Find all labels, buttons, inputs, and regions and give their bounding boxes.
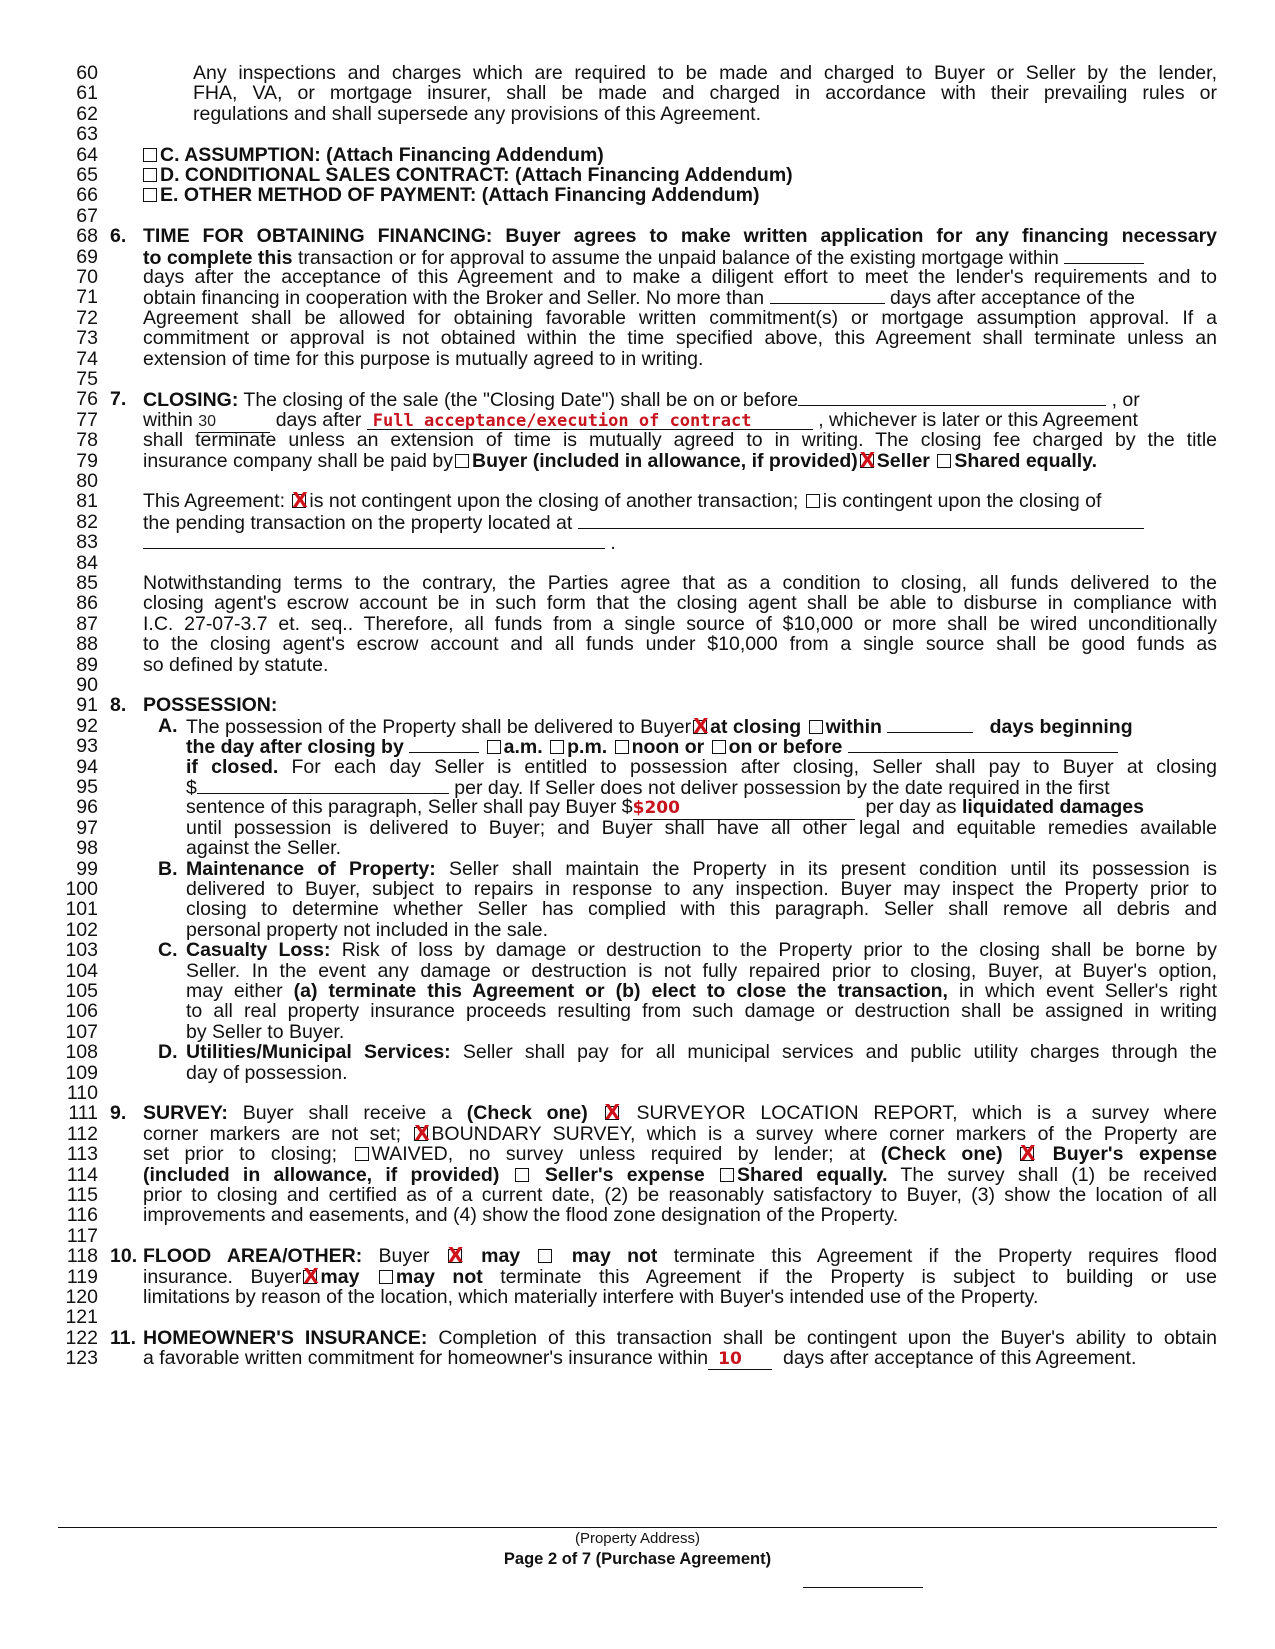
possession-within-label: within <box>825 715 882 738</box>
surveyor-report-checkbox[interactable] <box>605 1106 619 1120</box>
survey-text: corner markers are not set; <box>143 1123 402 1145</box>
page-number-label: Page 2 of 7 (Purchase Agreement) <box>503 1550 772 1568</box>
possession-text: sentence of this paragraph, Seller shall pay Buyer $ <box>186 797 633 819</box>
possession-at-closing-label: at closing <box>710 715 802 738</box>
closing-fee-seller-label: Seller <box>876 450 930 472</box>
funds-text: Notwithstanding terms to the contrary, the Parties agree that as a condition to closing, all funds delivered to the <box>143 573 1217 594</box>
use-limit-may-not-checkbox[interactable] <box>379 1270 393 1284</box>
line-number: 107 <box>65 1020 98 1043</box>
flood-text: terminate this Agreement if the Property requires flood <box>673 1246 1217 1268</box>
line-number: 110 <box>66 1082 98 1104</box>
line-88 <box>0 634 1275 655</box>
line-number: 65 <box>76 164 98 186</box>
line-87 <box>0 614 1275 635</box>
line-60 <box>0 63 1275 84</box>
insurance-text: Completion of this transaction shall be contingent upon the Buyer's ability to obtain <box>438 1327 1217 1349</box>
casualty-text: by Seller to Buyer. <box>186 1021 345 1043</box>
line-94 <box>0 757 1275 778</box>
line-65 <box>0 165 1275 186</box>
survey-text: Buyer shall receive a <box>242 1103 452 1125</box>
financing-heading: TIME FOR OBTAINING FINANCING: Buyer agrees to make written application for any financing necessary <box>143 226 1217 248</box>
contingency-text: . <box>610 532 616 555</box>
line-number: 96 <box>76 796 98 819</box>
closing-text: , or <box>1111 389 1140 412</box>
closing-days-value: 30 <box>198 412 217 430</box>
am-label: a.m. <box>503 736 543 759</box>
other-payment-checkbox[interactable] <box>143 188 157 202</box>
line-105 <box>0 981 1275 1002</box>
line-number: 100 <box>65 878 98 900</box>
survey-text: The survey shall (1) be received <box>900 1164 1217 1186</box>
closing-date-field[interactable] <box>798 389 1106 406</box>
boundary-survey-label: BOUNDARY SURVEY, which is a survey where corner markers of the Property are <box>431 1123 1217 1145</box>
flood-text: insurance. Buyer <box>143 1266 302 1288</box>
line-67 <box>0 206 1275 227</box>
section-number: 11. <box>110 1326 137 1349</box>
line-123 <box>0 1348 1275 1369</box>
line-number: 115 <box>66 1184 98 1206</box>
line-110 <box>0 1083 1275 1104</box>
survey-buyer-expense-label: Buyer's expense <box>1052 1144 1217 1166</box>
conditional-sales-label: D. CONDITIONAL SALES CONTRACT: (Attach Financing Addendum) <box>160 165 793 186</box>
section-number: 6. <box>110 225 127 248</box>
possession-text: per day. If Seller does not deliver possession by the date required in the first <box>454 777 1110 799</box>
noon-label: noon <box>631 736 680 759</box>
line-101 <box>0 899 1275 920</box>
line-number: 120 <box>65 1286 98 1308</box>
line-73 <box>0 328 1275 349</box>
survey-shared-label: Shared equally. <box>737 1164 888 1186</box>
line-number: 122 <box>65 1326 98 1349</box>
assumption-checkbox[interactable] <box>143 148 157 162</box>
line-number: 85 <box>76 572 98 594</box>
assumption-label: C. ASSUMPTION: (Attach Financing Addendum) <box>160 144 604 166</box>
line-69 <box>0 247 1275 268</box>
mortgage-days-field[interactable] <box>1064 247 1144 264</box>
possession-text: For each day Seller is entitled to possession after closing, Seller shall pay to Buyer at closing <box>291 756 1217 778</box>
financing-text: extension of time for this purpose is mutually agreed to in writing. <box>143 348 704 370</box>
line-number: 123 <box>65 1347 98 1370</box>
pending-property-field-2[interactable] <box>143 532 605 549</box>
closing-text: The closing of the sale (the "Closing Date") shall be on or before <box>243 389 799 412</box>
financing-text: days after the acceptance of this Agreement and to make a diligent effort to meet the lender's requirements and to <box>143 267 1217 288</box>
line-102 <box>0 920 1275 941</box>
insurance-text: a favorable written commitment for homeowner's insurance within <box>143 1348 709 1370</box>
subsection-label: C. <box>158 940 178 962</box>
line-63 <box>0 124 1275 145</box>
line-number: 69 <box>76 245 98 268</box>
line-98 <box>0 838 1275 859</box>
line-number: 98 <box>76 837 98 860</box>
flood-text: limitations by reason of the location, which materially interfere with Buyer's intended use of the Property. <box>143 1287 1039 1308</box>
maintenance-text: personal property not included in the sale. <box>186 919 549 941</box>
line-70 <box>0 267 1275 288</box>
closing-fee-buyer-label: Buyer (included in allowance, if provided) <box>472 450 858 472</box>
possession-text-bold: days beginning <box>989 715 1133 738</box>
line-number: 72 <box>76 306 98 329</box>
line-90 <box>0 675 1275 696</box>
surveyor-report-label: SURVEYOR LOCATION REPORT, which is a survey where <box>636 1103 1217 1125</box>
contingent-label: is contingent upon the closing of <box>822 491 1102 513</box>
line-number: 92 <box>76 714 98 737</box>
line-number: 90 <box>76 674 98 696</box>
line-74 <box>0 349 1275 370</box>
survey-text: improvements and easements, and (4) show the flood zone designation of the Property. <box>143 1205 899 1227</box>
closing-fee-shared-label: Shared equally. <box>954 450 1098 472</box>
boundary-survey-checkbox[interactable] <box>414 1127 428 1141</box>
line-78 <box>0 430 1275 451</box>
casualty-text: in which event Seller's right <box>959 981 1217 1002</box>
possession-time-field[interactable] <box>409 736 479 753</box>
per-day-amount-field[interactable] <box>197 777 449 794</box>
line-number: 86 <box>76 592 98 615</box>
line-95 <box>0 777 1275 798</box>
line-80 <box>0 471 1275 492</box>
line-number: 83 <box>76 531 98 554</box>
footer-divider <box>58 1527 1217 1528</box>
line-107 <box>0 1022 1275 1043</box>
survey-text-bold: (Check one) <box>466 1103 588 1125</box>
section-number: 8. <box>110 694 127 717</box>
line-number: 121 <box>65 1306 98 1329</box>
casualty-text: Seller. In the event any damage or destruction is not fully repaired prior to closing, Buyer, at Buyer's option, <box>186 960 1217 982</box>
not-contingent-label: is not contingent upon the closing of another transaction; <box>309 491 799 513</box>
line-99 <box>0 859 1275 880</box>
survey-text: prior to closing and certified as of a current date, (2) be reasonably satisfactory to Buyer, (3) show the location of all <box>143 1185 1217 1206</box>
closing-fee-shared-checkbox[interactable] <box>937 454 951 468</box>
subsection-label: A. <box>158 715 178 737</box>
possession-text: against the Seller. <box>186 838 342 860</box>
line-68 <box>0 226 1275 247</box>
pm-checkbox[interactable] <box>550 740 564 754</box>
casualty-text: to all real property insurance proceeds resulting from such damage or destruction shall be assigned in writing <box>186 1001 1217 1023</box>
line-number: 93 <box>76 735 98 758</box>
line-number: 104 <box>65 959 98 982</box>
line-119 <box>0 1267 1275 1288</box>
line-106 <box>0 1001 1275 1022</box>
inspection-text: regulations and shall supersede any provisions of this Agreement. <box>193 103 762 125</box>
or-label: or <box>684 736 705 759</box>
line-96 <box>0 797 1275 818</box>
line-66 <box>0 185 1275 206</box>
possession-text-bold: liquidated damages <box>961 797 1144 819</box>
line-number: 97 <box>76 816 98 839</box>
line-number: 95 <box>76 776 98 798</box>
contingency-text: This Agreement: <box>143 491 285 513</box>
insurance-days-value: 10 <box>718 1349 742 1370</box>
line-number: 102 <box>65 918 98 941</box>
line-number: 119 <box>66 1265 98 1288</box>
line-76 <box>0 389 1275 410</box>
line-number: 94 <box>76 755 98 778</box>
line-81 <box>0 491 1275 512</box>
line-number: 89 <box>76 653 98 676</box>
flood-text: Buyer <box>378 1246 430 1268</box>
casualty-heading: Casualty Loss: <box>186 940 331 962</box>
survey-seller-expense-checkbox[interactable] <box>515 1168 529 1182</box>
line-113 <box>0 1144 1275 1165</box>
line-number: 88 <box>76 633 98 656</box>
line-number: 66 <box>76 184 98 207</box>
survey-buyer-expense-checkbox[interactable] <box>1020 1147 1034 1161</box>
possession-date-field[interactable] <box>848 736 1118 753</box>
line-number: 114 <box>66 1163 98 1186</box>
line-number: 112 <box>66 1122 98 1145</box>
subsection-label: D. <box>158 1042 178 1064</box>
insurance-heading: HOMEOWNER'S INSURANCE: <box>143 1327 428 1349</box>
survey-heading: SURVEY: <box>143 1103 228 1125</box>
inspection-text: Any inspections and charges which are required to be made and charged to Buyer or Seller by the lender, <box>193 63 1217 84</box>
contingency-text: the pending transaction on the property located at <box>143 511 573 534</box>
funds-text: closing agent's escrow account be in such form that the closing agent shall be able to disburse in compliance with <box>143 593 1217 615</box>
line-121 <box>0 1307 1275 1328</box>
line-85 <box>0 573 1275 594</box>
not-contingent-checkbox[interactable] <box>292 494 306 508</box>
line-number: 108 <box>65 1041 98 1064</box>
insurance-days-field[interactable] <box>708 1349 772 1370</box>
line-115 <box>0 1185 1275 1206</box>
line-93 <box>0 736 1275 757</box>
line-number: 113 <box>66 1143 98 1166</box>
line-104 <box>0 961 1275 982</box>
line-84 <box>0 553 1275 574</box>
line-number: 78 <box>76 429 98 452</box>
line-number: 99 <box>76 857 98 880</box>
closing-text: shall terminate unless an extension of time is mutually agreed to in writing. The closing fee charged by the title <box>143 430 1217 452</box>
survey-text: set prior to closing; <box>143 1144 337 1166</box>
line-number: 117 <box>66 1224 98 1247</box>
closing-text: , whichever is later or this Agreement <box>818 409 1138 431</box>
line-91 <box>0 695 1275 716</box>
closing-text: days after <box>275 409 362 431</box>
line-86 <box>0 593 1275 614</box>
commitment-days-field[interactable] <box>770 287 885 304</box>
use-limit-may-not-label: may not <box>395 1266 483 1288</box>
line-75 <box>0 369 1275 390</box>
closing-after-value: Full acceptance/execution of contract <box>372 410 752 431</box>
closing-fee-buyer-checkbox[interactable] <box>455 454 469 468</box>
flood-may-not-checkbox[interactable] <box>538 1249 552 1263</box>
line-number: 105 <box>65 980 98 1002</box>
on-or-before-checkbox[interactable] <box>712 740 726 754</box>
maintenance-heading: Maintenance of Property: <box>186 858 436 880</box>
flood-may-checkbox[interactable] <box>448 1249 462 1263</box>
possession-text-bold: the day after closing by <box>186 736 404 759</box>
line-62 <box>0 104 1275 125</box>
possession-text: The possession of the Property shall be delivered to Buyer <box>186 715 692 738</box>
line-number: 91 <box>76 694 98 717</box>
line-109 <box>0 1063 1275 1084</box>
line-61 <box>0 83 1275 104</box>
closing-fee-seller-checkbox[interactable] <box>860 454 874 468</box>
line-83 <box>0 532 1275 553</box>
line-number: 61 <box>76 82 98 105</box>
am-checkbox[interactable] <box>487 740 501 754</box>
section-number: 9. <box>110 1102 127 1125</box>
line-100 <box>0 879 1275 900</box>
closing-after-field[interactable] <box>367 412 813 430</box>
insurance-text: days after acceptance of this Agreement. <box>782 1348 1137 1370</box>
closing-text: within <box>143 409 193 431</box>
line-108 <box>0 1042 1275 1063</box>
financing-text: days after acceptance of the <box>889 287 1135 310</box>
use-limit-may-checkbox[interactable] <box>303 1270 317 1284</box>
line-89 <box>0 655 1275 676</box>
line-number: 67 <box>76 204 98 227</box>
financing-text: obtain financing in cooperation with the Broker and Seller. No more than <box>143 287 765 310</box>
line-number: 87 <box>76 612 98 635</box>
line-103 <box>0 940 1275 961</box>
line-number: 77 <box>76 408 98 431</box>
line-number: 71 <box>76 286 98 309</box>
line-77 <box>0 410 1275 431</box>
line-120 <box>0 1287 1275 1308</box>
line-number: 118 <box>66 1245 98 1268</box>
section-number: 7. <box>110 388 127 411</box>
flood-text: terminate this Agreement if the Property is subject to building or use <box>500 1266 1217 1288</box>
flood-heading: FLOOD AREA/OTHER: <box>143 1246 363 1268</box>
line-number: 74 <box>76 347 98 370</box>
line-number: 62 <box>76 102 98 125</box>
line-number: 80 <box>76 470 98 492</box>
liquidated-damages-value: $200 <box>632 798 680 819</box>
maintenance-text: delivered to Buyer, subject to repairs in response to any inspection. Buyer may inspect the Property prior to <box>186 879 1217 900</box>
possession-text-bold: if closed. <box>186 756 279 778</box>
line-number: 84 <box>76 551 98 574</box>
survey-seller-expense-label: Seller's expense <box>544 1164 705 1186</box>
line-number: 116 <box>66 1204 98 1227</box>
line-64 <box>0 145 1275 166</box>
financing-text-bold: to complete this <box>143 246 293 269</box>
line-72 <box>0 308 1275 329</box>
line-number: 76 <box>76 388 98 411</box>
line-122 <box>0 1328 1275 1349</box>
funds-text: I.C. 27-07-3.7 et. seq.. Therefore, all funds from a single source of $10,000 or more shall be wired unconditionally <box>143 613 1217 635</box>
maintenance-text: Seller shall maintain the Property in its present condition until its possession is <box>448 858 1217 880</box>
survey-waived-label: WAIVED, no survey unless required by lender; at <box>371 1144 866 1166</box>
use-limit-may-label: may <box>320 1266 360 1288</box>
financing-text: commitment or approval is not obtained within the time specified above, this Agreement shall terminate unless an <box>143 328 1217 350</box>
flood-may-not-label: may not <box>571 1246 658 1268</box>
line-number: 64 <box>76 143 98 166</box>
possession-text: per day as <box>865 797 957 819</box>
line-number: 82 <box>76 510 98 533</box>
line-112 <box>0 1124 1275 1145</box>
section-number: 10. <box>110 1245 138 1268</box>
line-number: 63 <box>76 123 98 146</box>
line-number: 111 <box>68 1102 98 1125</box>
survey-waived-checkbox[interactable] <box>355 1147 369 1161</box>
line-number: 73 <box>76 327 98 350</box>
pending-property-field[interactable] <box>578 512 1144 529</box>
possession-within-checkbox[interactable] <box>809 720 823 734</box>
closing-text: insurance company shall be paid by <box>143 450 454 472</box>
flood-may-label: may <box>481 1246 521 1268</box>
financing-text: Agreement shall be allowed for obtaining favorable written commitment(s) or mortgage assumption approval. If a <box>143 307 1217 329</box>
line-number: 70 <box>76 266 98 288</box>
noon-checkbox[interactable] <box>615 740 629 754</box>
utilities-text: day of possession. <box>186 1062 348 1084</box>
casualty-text: may either <box>186 981 283 1002</box>
line-number: 60 <box>76 62 98 84</box>
line-number: 109 <box>65 1061 98 1084</box>
line-number: 103 <box>65 939 98 962</box>
initials-field[interactable] <box>803 1587 923 1588</box>
line-number: 75 <box>76 368 98 390</box>
possession-at-closing-checkbox[interactable] <box>693 720 707 734</box>
conditional-sales-checkbox[interactable] <box>143 168 157 182</box>
other-payment-label: E. OTHER METHOD OF PAYMENT: (Attach Financing Addendum) <box>160 185 760 207</box>
casualty-text: Risk of loss by damage or destruction to the Property prior to the closing shall be borne by <box>341 940 1217 962</box>
utilities-text: Seller shall pay for all municipal services and public utility charges through the <box>462 1042 1217 1064</box>
line-number: 81 <box>76 490 98 513</box>
line-111 <box>0 1103 1275 1124</box>
possession-days-field[interactable] <box>887 716 973 733</box>
line-118 <box>0 1246 1275 1267</box>
possession-text: until possession is delivered to Buyer; and Buyer shall have all other legal and equitable remedies available <box>186 817 1217 839</box>
financing-text: transaction or for approval to assume the unpaid balance of the existing mortgage within <box>297 246 1059 269</box>
line-97 <box>0 818 1275 839</box>
survey-text-bold: (Check one) <box>880 1144 1003 1166</box>
line-82 <box>0 512 1275 533</box>
line-number: 106 <box>65 1000 98 1023</box>
line-71 <box>0 287 1275 308</box>
possession-text: $ <box>186 777 197 799</box>
survey-text-bold: (included in allowance, if provided) <box>143 1164 500 1186</box>
possession-heading: POSSESSION: <box>143 695 278 717</box>
line-number: 79 <box>76 449 98 472</box>
funds-text: to the closing agent's escrow account and all funds under $10,000 from a single source shall be good funds as <box>143 634 1217 656</box>
on-or-before-label: on or before <box>728 736 843 759</box>
maintenance-text: closing to determine whether Seller has complied with this paragraph. Seller shall remove all debris and <box>186 899 1217 921</box>
property-address-label: (Property Address) <box>574 1530 701 1547</box>
line-92 <box>0 716 1275 737</box>
survey-shared-checkbox[interactable] <box>720 1168 734 1182</box>
casualty-text-bold: (a) terminate this Agreement or (b) elect to close the transaction, <box>293 981 948 1002</box>
inspection-text: FHA, VA, or mortgage insurer, shall be made and charged in accordance with their prevailing rules or <box>193 83 1217 105</box>
subsection-label: B. <box>158 858 178 880</box>
line-116 <box>0 1205 1275 1226</box>
funds-text: so defined by statute. <box>143 654 329 676</box>
closing-heading: CLOSING: <box>143 389 239 412</box>
line-number: 101 <box>65 898 98 921</box>
line-79 <box>0 451 1275 472</box>
utilities-heading: Utilities/Municipal Services: <box>186 1042 451 1064</box>
line-114 <box>0 1165 1275 1186</box>
contingent-checkbox[interactable] <box>806 494 820 508</box>
pm-label: p.m. <box>567 736 608 759</box>
line-117 <box>0 1226 1275 1247</box>
line-number: 68 <box>76 225 98 248</box>
